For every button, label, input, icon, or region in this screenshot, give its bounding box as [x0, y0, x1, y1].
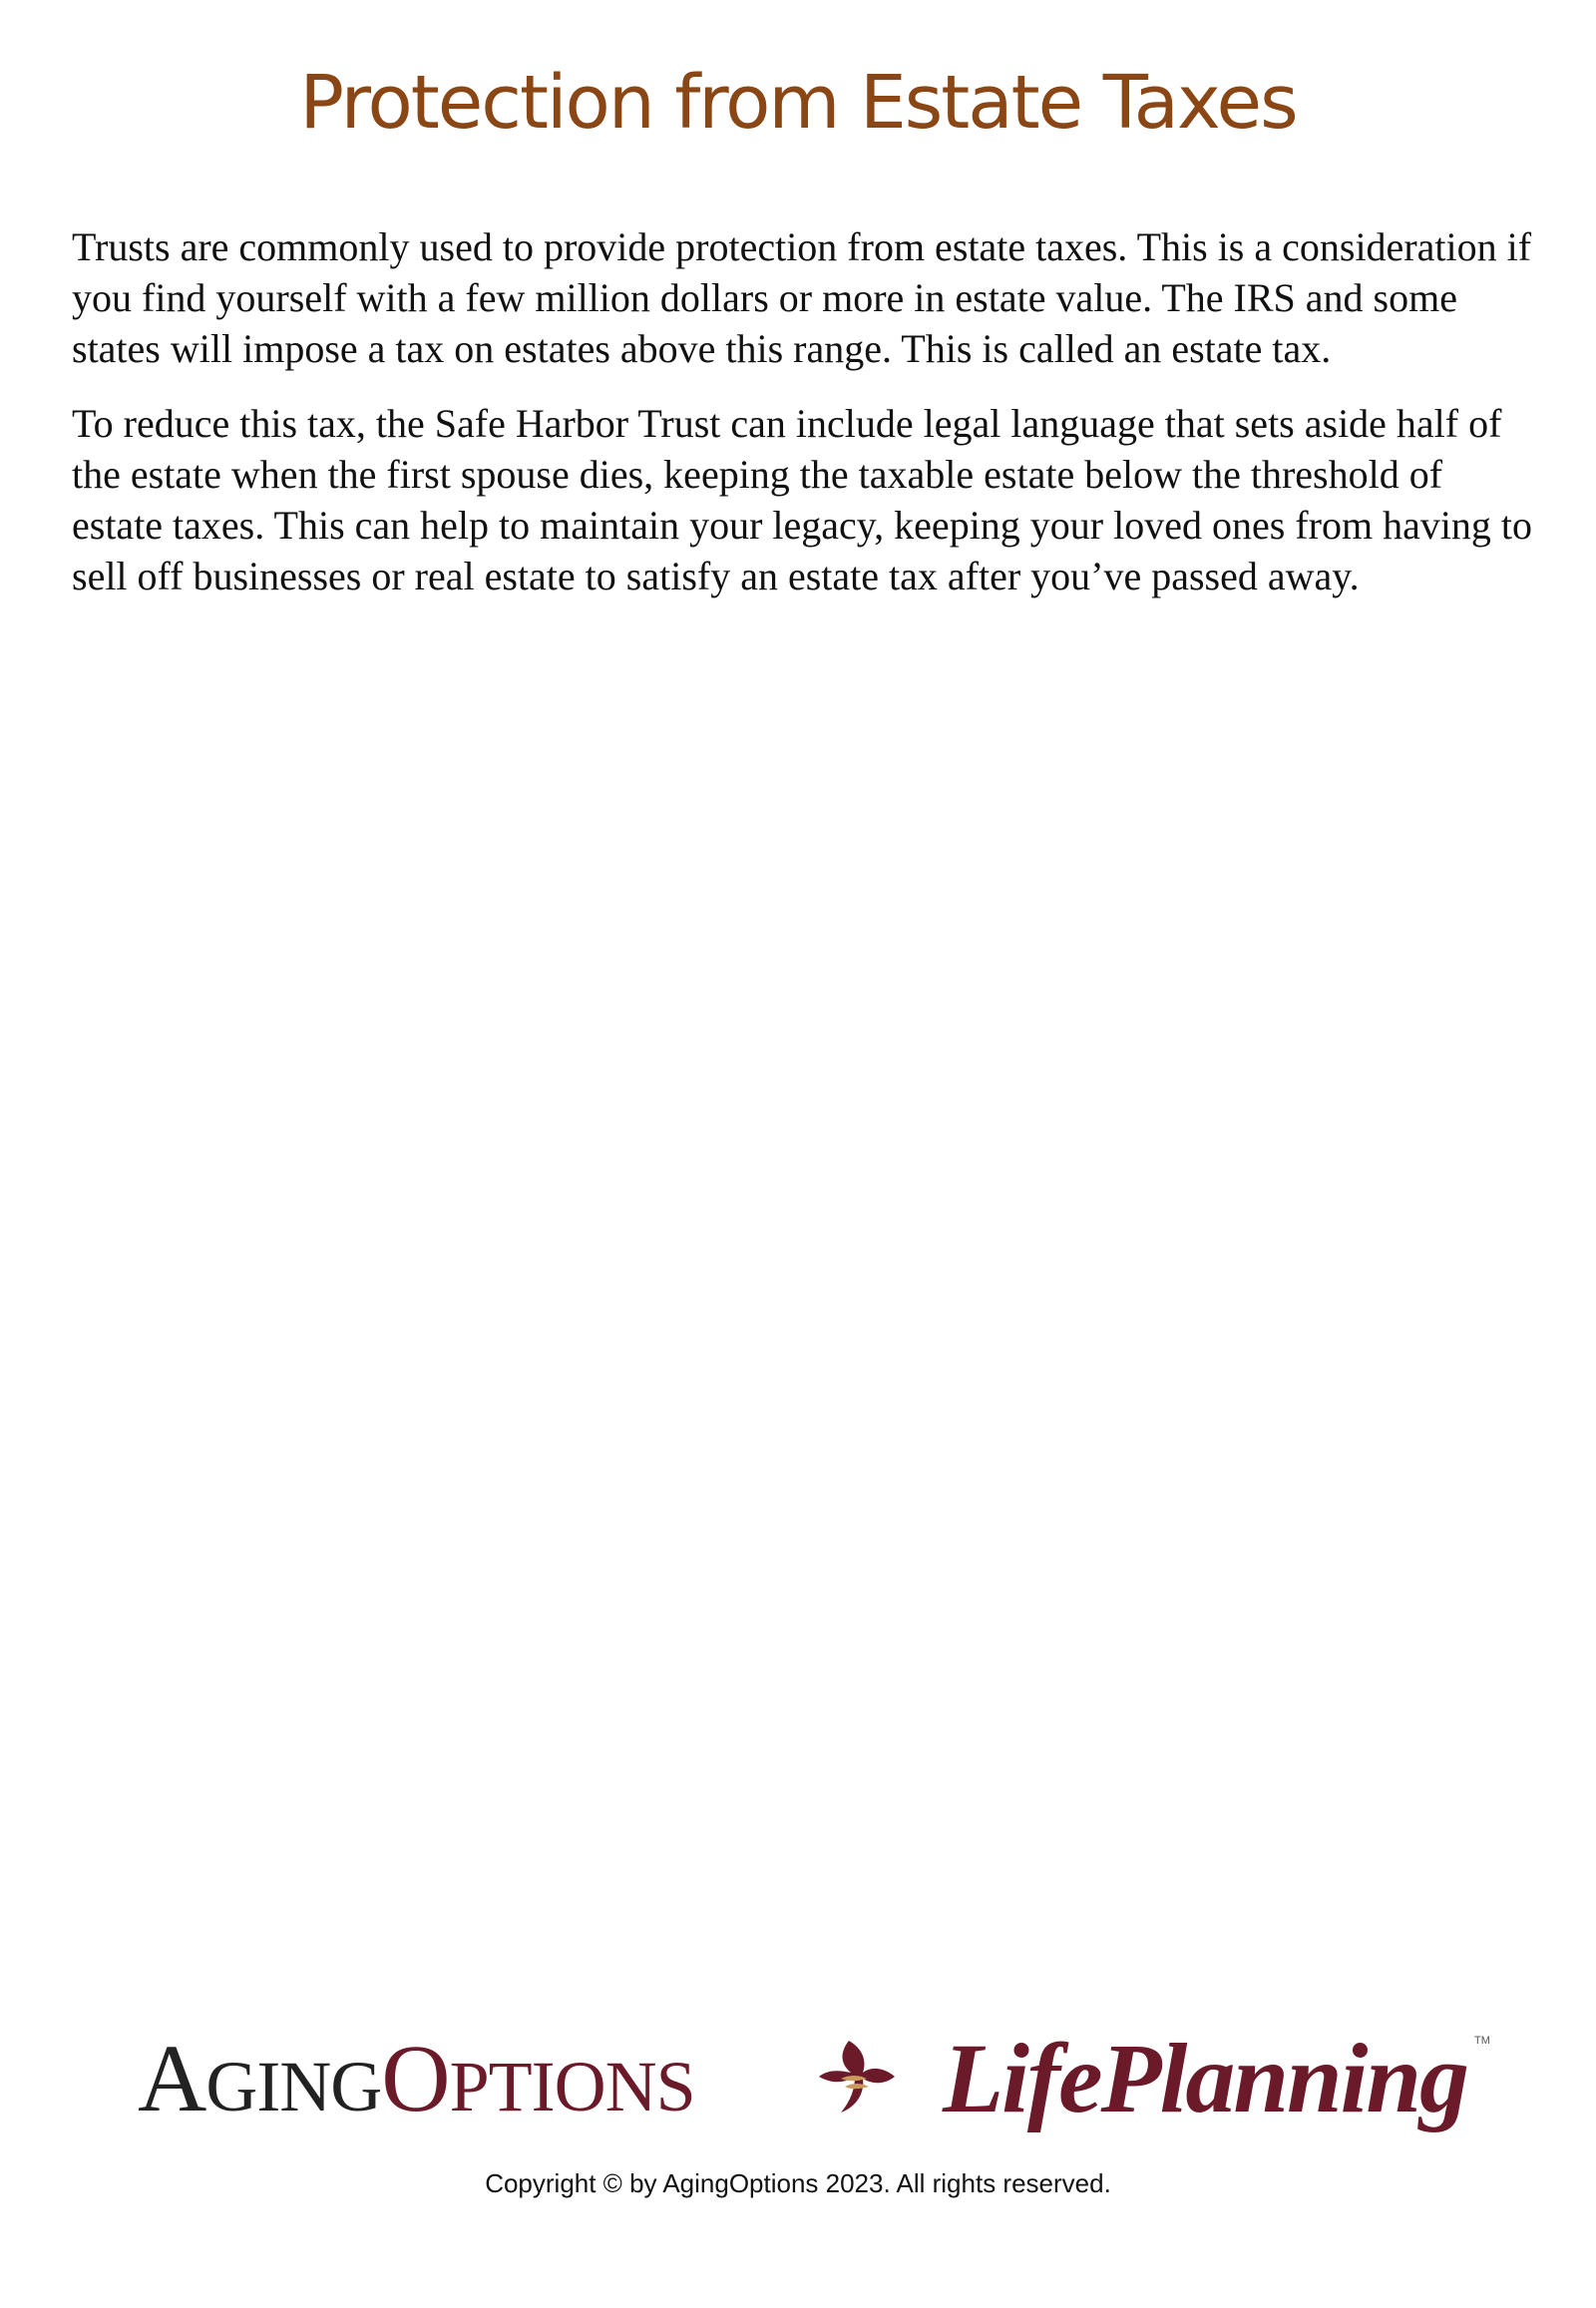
copyright-notice: Copyright © by AgingOptions 2023. All rights reserved. — [485, 2168, 1111, 2198]
butterfly-leaf-icon — [811, 2033, 901, 2122]
paragraph: To reduce this tax, the Safe Harbor Trust can include legal language that sets aside half of the estate when the first spouse dies, keeping the taxable estate below the threshold of estate taxes. This can help to maintain your legacy, keeping your loved ones from having to sell off businesses or real estate to satisfy an estate tax after you’ve passed away. — [72, 401, 1533, 598]
agingoptions-wordmark: AGINGOPTIONS — [138, 2025, 695, 2131]
agingoptions-lifeplanning-logo — [130, 2025, 1506, 2134]
trademark-mark: TM — [1474, 2035, 1490, 2047]
lifeplanning-wordmark: LifePlanning — [943, 2023, 1468, 2133]
paragraph: Trusts are commonly used to provide protection from estate taxes. This is a consideration if you find yourself with a few million dollars or more in estate value. The IRS and some states will impose a tax on estates above this range. This is called an estate tax. — [72, 224, 1532, 371]
document-body — [72, 221, 1538, 625]
page-title: Protection from Estate Taxes — [299, 60, 1297, 146]
